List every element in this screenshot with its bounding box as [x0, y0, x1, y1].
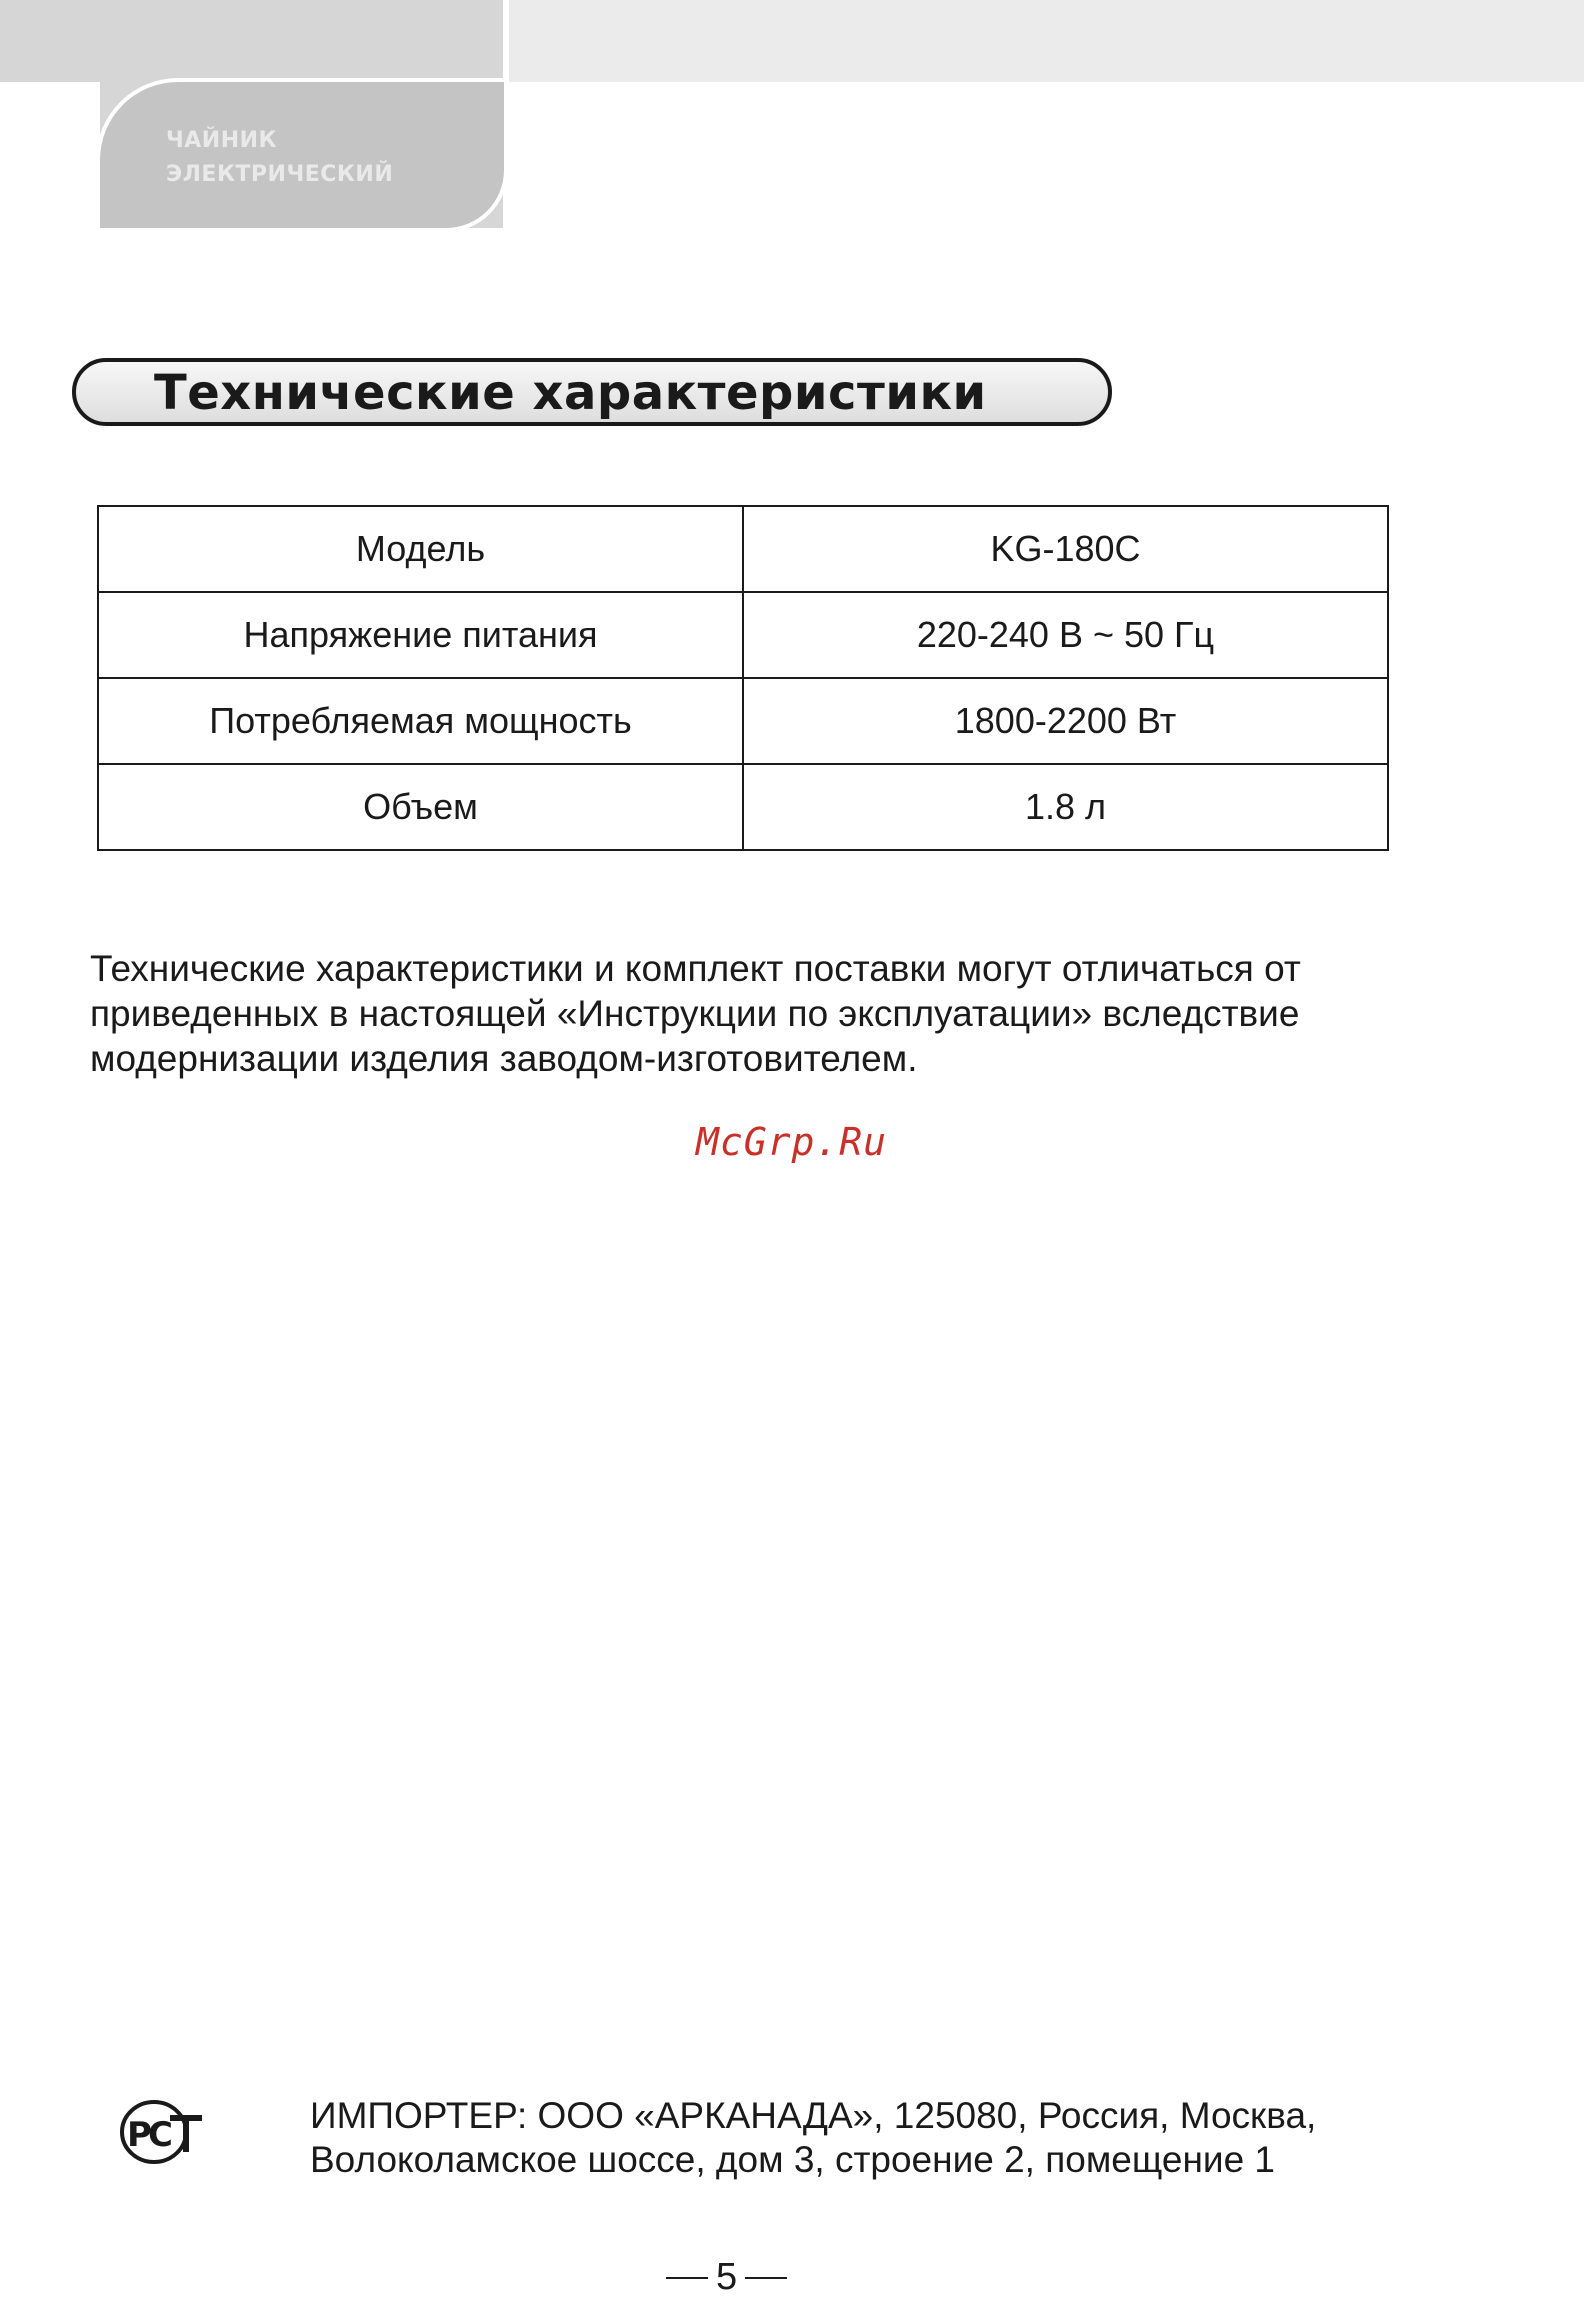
- page-number: [666, 2256, 787, 2299]
- table-row: [98, 678, 1388, 764]
- importer-info: [310, 2094, 1316, 2182]
- table-row: [98, 506, 1388, 592]
- svg-text:P: P: [127, 2115, 152, 2155]
- product-category-title: [166, 124, 393, 192]
- header-top-strip: [509, 0, 1584, 82]
- note-line: Технические характеристики и комплект поставки могут отличаться от: [90, 948, 1301, 989]
- watermark: McGrp.Ru: [696, 1120, 888, 1164]
- note-line: приведенных в настоящей «Инструкции по эксплуатации» вследствие: [90, 993, 1300, 1034]
- importer-line: Волоколамское шоссе, дом 3, строение 2, помещение 1: [310, 2139, 1275, 2180]
- table-row: [98, 592, 1388, 678]
- spec-label: Объем: [98, 764, 743, 850]
- spec-label: Потребляемая мощность: [98, 678, 743, 764]
- section-heading: Технические характеристики: [154, 365, 987, 421]
- spec-table: [97, 505, 1389, 851]
- certification-mark-icon: [118, 2098, 204, 2166]
- section-heading-box: [72, 358, 1112, 426]
- spec-label: Напряжение питания: [98, 592, 743, 678]
- header-divider: [503, 0, 509, 82]
- spec-label: Модель: [98, 506, 743, 592]
- product-category-line2: ЭЛЕКТРИЧЕСКИЙ: [166, 162, 394, 187]
- product-category-line1: ЧАЙНИК: [166, 128, 278, 153]
- spec-value: 1.8 л: [743, 764, 1388, 850]
- header-notch: [0, 82, 100, 228]
- page-number-value: 5: [716, 2256, 738, 2298]
- page-number-dash-left: [666, 2277, 708, 2279]
- spec-value: 220-240 В ~ 50 Гц: [743, 592, 1388, 678]
- specifications-note: [90, 946, 1430, 1081]
- svg-text:C: C: [148, 2115, 173, 2155]
- importer-line: ИМПОРТЕР: ООО «АРКАНАДА», 125080, Россия, Москва,: [310, 2095, 1317, 2136]
- spec-value: 1800-2200 Вт: [743, 678, 1388, 764]
- spec-value: KG-180C: [743, 506, 1388, 592]
- note-line: модернизации изделия заводом-изготовителем.: [90, 1038, 918, 1079]
- table-row: [98, 764, 1388, 850]
- page-number-dash-right: [745, 2277, 787, 2279]
